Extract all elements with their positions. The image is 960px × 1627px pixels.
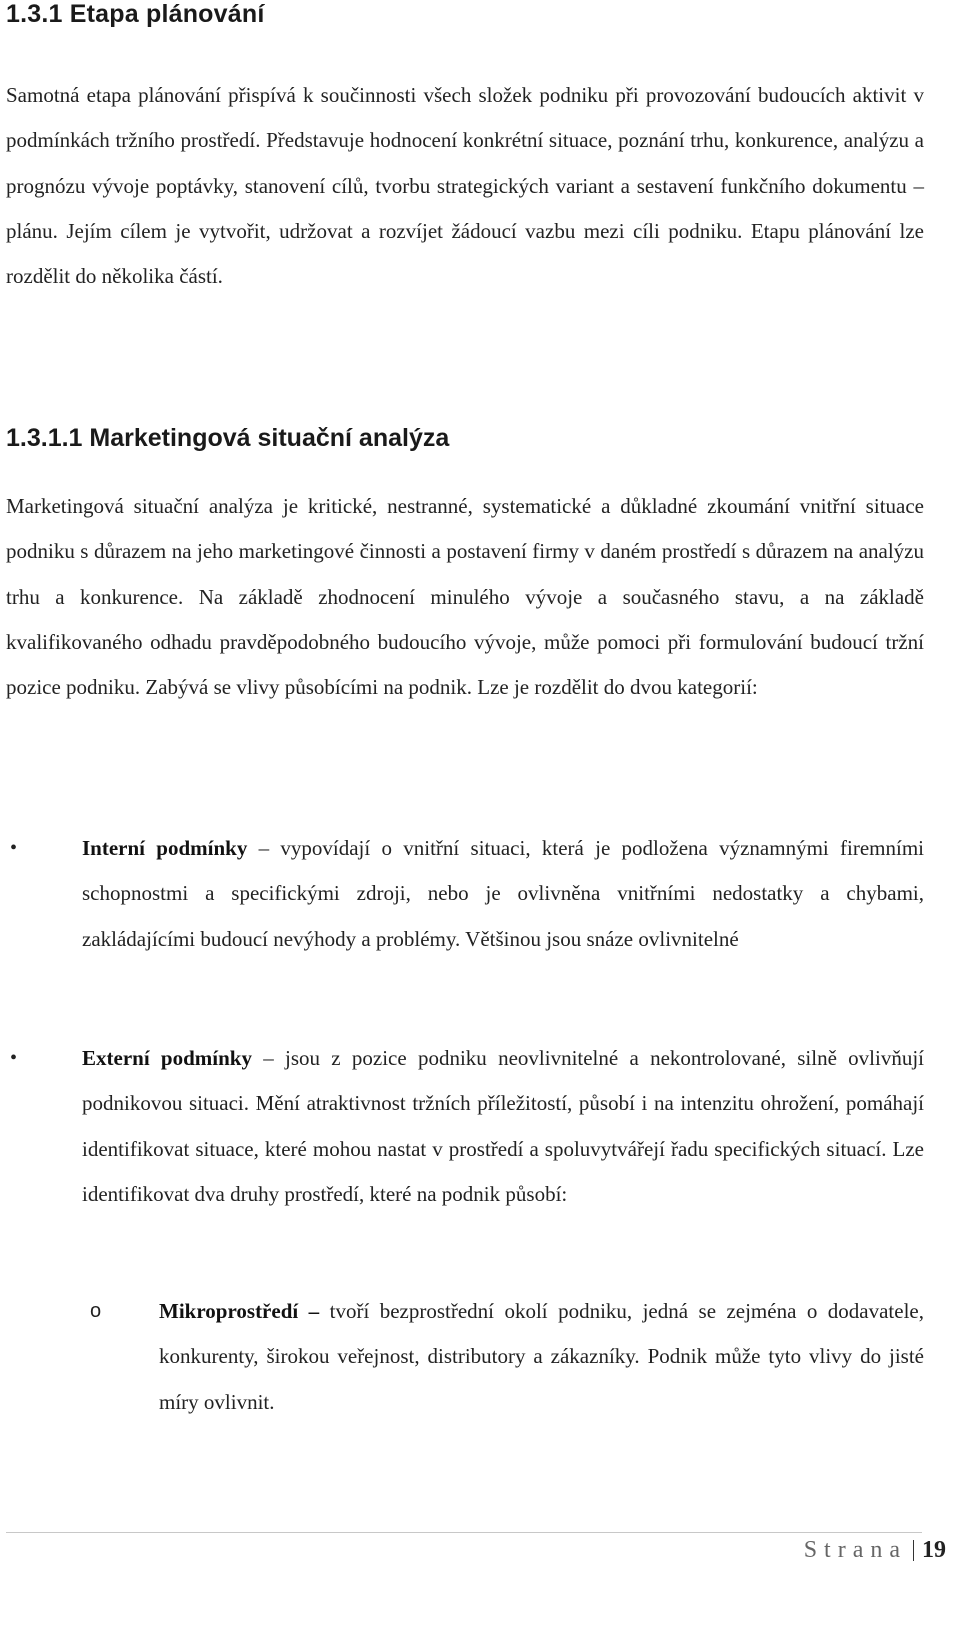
- section-heading: 1.3.1 Etapa plánování: [6, 0, 265, 28]
- bullet-term: Interní podmínky: [82, 836, 248, 860]
- page-number: 19: [922, 1537, 946, 1563]
- bullet-icon: •: [10, 837, 18, 859]
- footer-separator: [913, 1540, 914, 1561]
- bullet-description: – vypovídají o vnitřní situaci, která je podložena významnými firemními schopnostmi a specifickými zdroji, nebo je ovlivněna vnitřními nedostatky a chybami, zakládajícími budoucí nevýhody a problémy. Většinou jsou snáze ovlivnitelné: [82, 836, 925, 951]
- footer-divider: [6, 1532, 922, 1533]
- footer-label: Strana: [803, 1537, 907, 1563]
- page-footer: [804, 1537, 946, 1564]
- analysis-paragraph: Marketingová situační analýza je kritické, nestranné, systematické a důkladné zkoumání vnitřní situace podniku s důrazem na jeho marketingové činnosti a postavení firmy v daném prostředí s důrazem na analýzu trhu a konkurence. Na základě zhodnocení minulého vývoje a současného stavu, a na základě kvalifikovaného odhadu pravděpodobného budoucího vývoje, může pomoci při formulování budoucí tržní pozice podniku. Zabývá se vlivy působícími na podnik. Lze je rozdělit do dvou kategorií:: [6, 494, 924, 700]
- bullet-text: [82, 826, 924, 962]
- bullet-item-internal: [6, 826, 924, 962]
- bullet-icon: •: [10, 1047, 18, 1069]
- bullet-item-external: [6, 1036, 924, 1217]
- sub-bullet-text: [159, 1289, 924, 1425]
- bullet-term: Externí podmínky: [82, 1046, 252, 1070]
- intro-paragraph: Samotná etapa plánování přispívá k součinnosti všech složek podniku při provozování budoucích aktivit v podmínkách tržního prostředí. Představuje hodnocení konkrétní situace, poznání trhu, konkurence, analýzu a prognózu vývoje poptávky, stanovení cílů, tvorbu strategických variant a sestavení funkčního dokumentu – plánu. Jejím cílem je vytvořit, udržovat a rozvíjet žádoucí vazbu mezi cíli podniku. Etapu plánování lze rozdělit do několika částí.: [6, 83, 924, 289]
- sub-bullet-icon: o: [90, 1300, 102, 1322]
- bullet-description: – jsou z pozice podniku neovlivnitelné a nekontrolované, silně ovlivňují podnikovou situaci. Mění atraktivnost tržních příležitostí, působí i na intenzitu ohrožení, pomáhají identifikovat situace, které mohou nastat v prostředí a spoluvytvářejí řadu specifických situací. Lze identifikovat dva druhy prostředí, které na podnik působí:: [82, 1046, 925, 1206]
- sub-bullet-description: tvoří bezprostřední okolí podniku, jedná se zejména o dodavatele, konkurenty, širokou veřejnost, distributory a zákazníky. Podnik může tyto vlivy do jisté míry ovlivnit.: [159, 1299, 924, 1414]
- subsection-heading: 1.3.1.1 Marketingová situační analýza: [6, 424, 450, 452]
- bullet-text: [82, 1036, 924, 1217]
- sub-bullet-term: Mikroprostředí –: [159, 1299, 320, 1323]
- sub-bullet-item-micro: [6, 1289, 924, 1425]
